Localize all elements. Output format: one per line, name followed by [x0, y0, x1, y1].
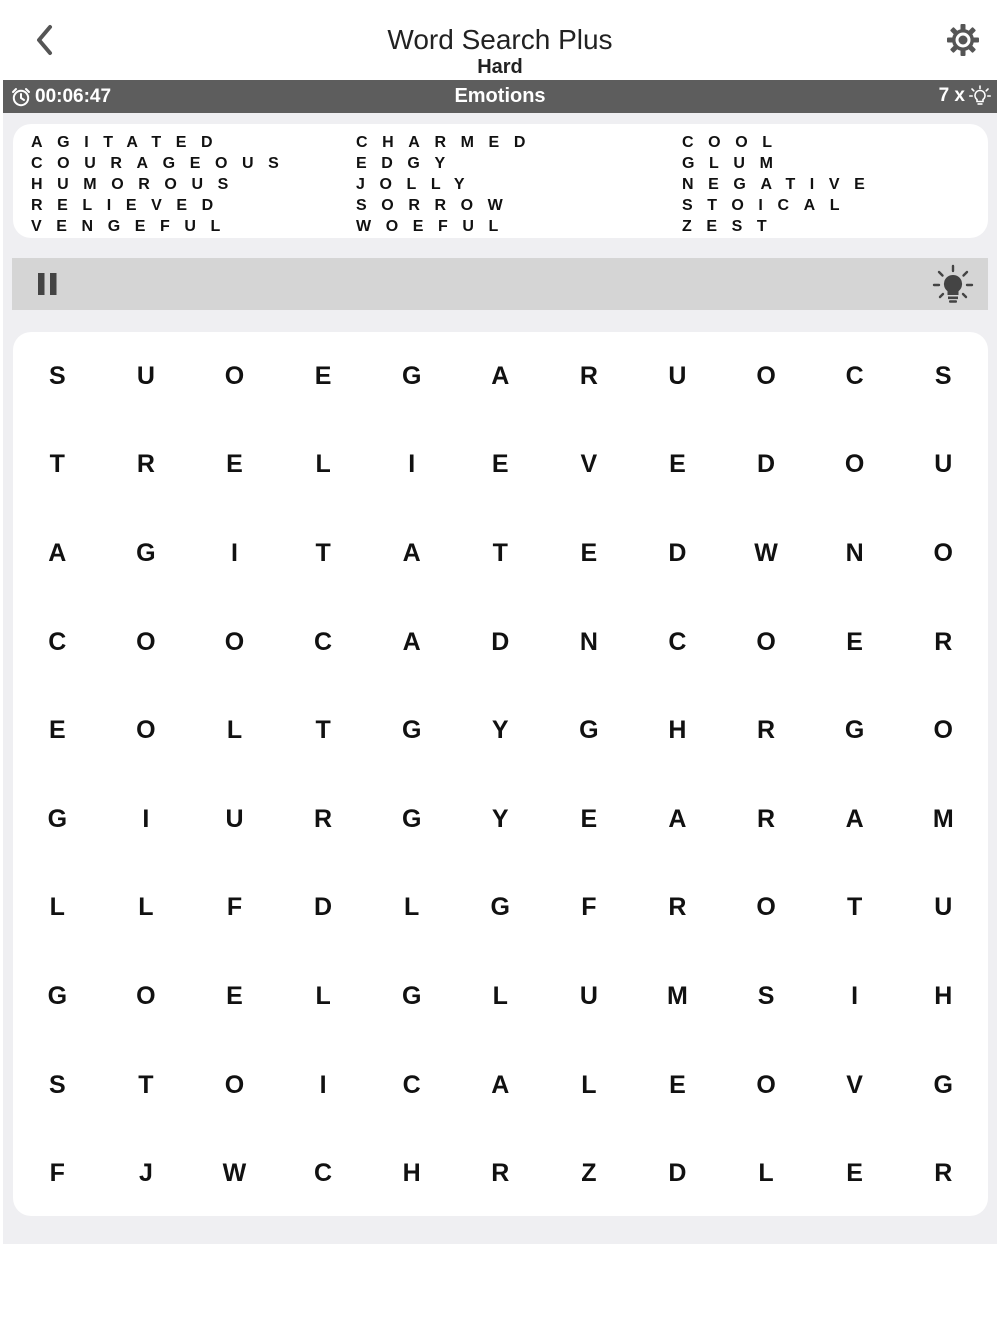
grid-cell[interactable]: L: [581, 1070, 597, 1099]
grid-cell[interactable]: E: [846, 627, 863, 656]
grid-cell[interactable]: S: [48, 1070, 66, 1099]
grid-cell[interactable]: T: [315, 538, 331, 567]
grid-cell[interactable]: C: [48, 627, 67, 656]
grid-cell[interactable]: T: [315, 716, 331, 745]
grid-cell[interactable]: E: [314, 361, 332, 390]
grid-cell[interactable]: L: [138, 893, 154, 922]
grid-cell[interactable]: G: [136, 538, 156, 567]
grid-cell[interactable]: F: [226, 893, 243, 922]
grid-cell[interactable]: E: [580, 538, 598, 567]
hint-count: 7 x: [938, 85, 965, 106]
grid-cell[interactable]: L: [758, 1159, 774, 1188]
grid-cell[interactable]: E: [669, 450, 686, 479]
grid-cell[interactable]: U: [934, 893, 953, 922]
grid-cell[interactable]: A: [668, 804, 687, 833]
grid-cell[interactable]: U: [668, 361, 687, 390]
grid-cell[interactable]: G: [47, 804, 68, 833]
grid-cell[interactable]: V: [846, 1070, 863, 1099]
app-screen: [3, 0, 997, 1244]
grid-cell[interactable]: E: [226, 981, 243, 1010]
grid-cell[interactable]: G: [401, 804, 422, 833]
grid-cell[interactable]: I: [231, 538, 238, 567]
grid-cell[interactable]: O: [224, 1070, 245, 1099]
grid-cell[interactable]: E: [580, 804, 598, 833]
word-list-column-3: [682, 132, 879, 237]
grid-cell[interactable]: S: [757, 981, 775, 1010]
grid-cell[interactable]: R: [491, 1159, 510, 1188]
lightbulb-icon: [969, 85, 991, 107]
grid-cell[interactable]: G: [401, 981, 422, 1010]
grid-cell[interactable]: N: [579, 627, 598, 656]
word-list-item: NEGATIVE: [682, 176, 880, 193]
grid-cell[interactable]: O: [756, 1070, 776, 1099]
grid-cell[interactable]: R: [579, 361, 598, 390]
category-title: Emotions: [454, 85, 546, 107]
timer-value: 00:06:47: [35, 86, 112, 107]
grid-cell[interactable]: W: [754, 538, 778, 567]
grid-cell[interactable]: G: [933, 1070, 953, 1099]
grid-cell[interactable]: F: [581, 893, 597, 922]
grid-cell[interactable]: T: [138, 1070, 154, 1099]
lightbulb-icon: [932, 264, 974, 306]
grid-cell[interactable]: N: [845, 538, 864, 567]
grid-cell[interactable]: A: [491, 361, 510, 390]
word-list-item: COOL: [682, 134, 787, 151]
grid-cell[interactable]: D: [314, 893, 333, 922]
grid-cell[interactable]: O: [933, 538, 953, 567]
word-list-item: STOICAL: [682, 197, 855, 214]
letter-grid[interactable]: [13, 332, 988, 1216]
grid-cell[interactable]: L: [315, 450, 331, 479]
word-list-item: GLUM: [682, 155, 788, 172]
word-list-item: HUMOROUS: [31, 176, 243, 193]
grid-cell[interactable]: A: [845, 804, 864, 833]
grid-cell[interactable]: Y: [491, 804, 509, 833]
grid-cell[interactable]: O: [136, 627, 156, 656]
grid-cell[interactable]: C: [402, 1070, 421, 1099]
grid-cell[interactable]: Z: [581, 1159, 597, 1188]
grid-cell[interactable]: R: [934, 627, 953, 656]
hint-button[interactable]: [932, 264, 974, 306]
grid-cell[interactable]: C: [668, 627, 687, 656]
grid-cell[interactable]: U: [225, 804, 244, 833]
grid-cell[interactable]: H: [934, 981, 953, 1010]
settings-button[interactable]: [945, 22, 981, 58]
grid-cell[interactable]: R: [314, 804, 333, 833]
word-list-item: WOEFUL: [356, 218, 513, 235]
grid-cell[interactable]: C: [314, 1159, 333, 1188]
grid-cell[interactable]: L: [49, 893, 65, 922]
pause-button[interactable]: [36, 272, 60, 296]
grid-cell[interactable]: E: [48, 716, 66, 745]
word-list-item: VENGEFUL: [31, 218, 235, 235]
hint-counter: [939, 85, 991, 107]
pause-icon: [36, 272, 60, 296]
word-list-column-1: [31, 132, 293, 237]
word-list-item: AGITATED: [31, 134, 228, 151]
grid-cell[interactable]: S: [48, 361, 66, 390]
word-list-item: ZEST: [682, 218, 782, 235]
grid-cell[interactable]: D: [668, 1159, 687, 1188]
grid-cell[interactable]: L: [404, 893, 420, 922]
grid-cell[interactable]: V: [580, 450, 598, 479]
grid-cell[interactable]: O: [844, 450, 865, 479]
grid-cell[interactable]: U: [934, 450, 953, 479]
grid-cell[interactable]: E: [669, 1070, 686, 1099]
grid-cell[interactable]: E: [846, 1159, 863, 1188]
grid-cell[interactable]: T: [49, 450, 65, 479]
grid-cell[interactable]: G: [401, 716, 422, 745]
grid-cell[interactable]: I: [142, 804, 150, 833]
grid-cell[interactable]: E: [226, 450, 243, 479]
grid-cell[interactable]: O: [224, 627, 245, 656]
grid-cell[interactable]: G: [844, 716, 865, 745]
word-list-column-2: [356, 132, 540, 237]
grid-cell[interactable]: G: [47, 981, 68, 1010]
grid-cell[interactable]: I: [851, 981, 859, 1010]
grid-cell[interactable]: D: [757, 450, 776, 479]
grid-cell[interactable]: A: [48, 538, 67, 567]
grid-cell[interactable]: S: [934, 361, 952, 390]
grid-cell[interactable]: O: [933, 716, 953, 745]
page-title: Word Search Plus: [387, 24, 613, 55]
grid-cell[interactable]: E: [491, 450, 509, 479]
word-list-item: SORROW: [356, 197, 518, 214]
grid-cell[interactable]: I: [319, 1070, 327, 1099]
grid-cell[interactable]: A: [402, 538, 421, 567]
grid-cell[interactable]: H: [668, 716, 687, 745]
grid-cell[interactable]: F: [49, 1159, 65, 1188]
grid-cell[interactable]: R: [934, 1159, 953, 1188]
puzzle-board: [13, 332, 988, 1216]
header: [3, 0, 997, 80]
grid-cell[interactable]: G: [490, 893, 510, 922]
grid-cell[interactable]: O: [756, 627, 776, 656]
word-list-item: CHARMED: [356, 134, 540, 151]
grid-cell[interactable]: R: [668, 893, 687, 922]
grid-cell[interactable]: D: [491, 627, 510, 656]
grid-cell[interactable]: G: [579, 716, 599, 745]
grid-cell[interactable]: T: [847, 893, 863, 922]
grid-cell[interactable]: U: [579, 981, 598, 1010]
grid-cell[interactable]: M: [667, 981, 688, 1010]
grid-cell[interactable]: G: [401, 361, 422, 390]
status-bar: [3, 80, 997, 113]
grid-cell[interactable]: L: [226, 716, 243, 745]
grid-cell[interactable]: D: [668, 538, 687, 567]
grid-cell[interactable]: H: [402, 1159, 421, 1188]
grid-cell[interactable]: Y: [491, 716, 509, 745]
grid-cell[interactable]: L: [315, 981, 331, 1010]
grid-cell[interactable]: C: [314, 627, 333, 656]
grid-cell[interactable]: R: [136, 450, 155, 479]
grid-cell[interactable]: R: [757, 716, 776, 745]
grid-cell[interactable]: U: [136, 361, 155, 390]
grid-cell[interactable]: R: [757, 804, 776, 833]
word-list-item: JOLLY: [356, 176, 480, 193]
grid-cell[interactable]: J: [138, 1159, 153, 1188]
word-list-item: RELIEVED: [31, 197, 228, 214]
grid-cell[interactable]: T: [492, 538, 508, 567]
gear-icon: [945, 22, 981, 58]
game-toolbar: [12, 258, 988, 310]
grid-cell[interactable]: L: [492, 981, 508, 1010]
grid-cell[interactable]: O: [224, 361, 245, 390]
grid-cell[interactable]: W: [222, 1159, 247, 1188]
grid-cell[interactable]: C: [845, 361, 864, 390]
word-list-panel: [13, 124, 988, 238]
grid-cell[interactable]: A: [402, 627, 421, 656]
grid-cell[interactable]: I: [408, 450, 416, 479]
grid-cell[interactable]: O: [136, 981, 156, 1010]
word-list-item: COURAGEOUS: [31, 155, 294, 172]
grid-cell[interactable]: M: [932, 804, 954, 833]
grid-cell[interactable]: O: [136, 716, 156, 745]
difficulty-label: Hard: [477, 56, 523, 78]
grid-cell[interactable]: O: [756, 893, 776, 922]
grid-cell[interactable]: A: [491, 1070, 510, 1099]
grid-cell[interactable]: O: [756, 361, 776, 390]
word-list-item: EDGY: [356, 155, 460, 172]
